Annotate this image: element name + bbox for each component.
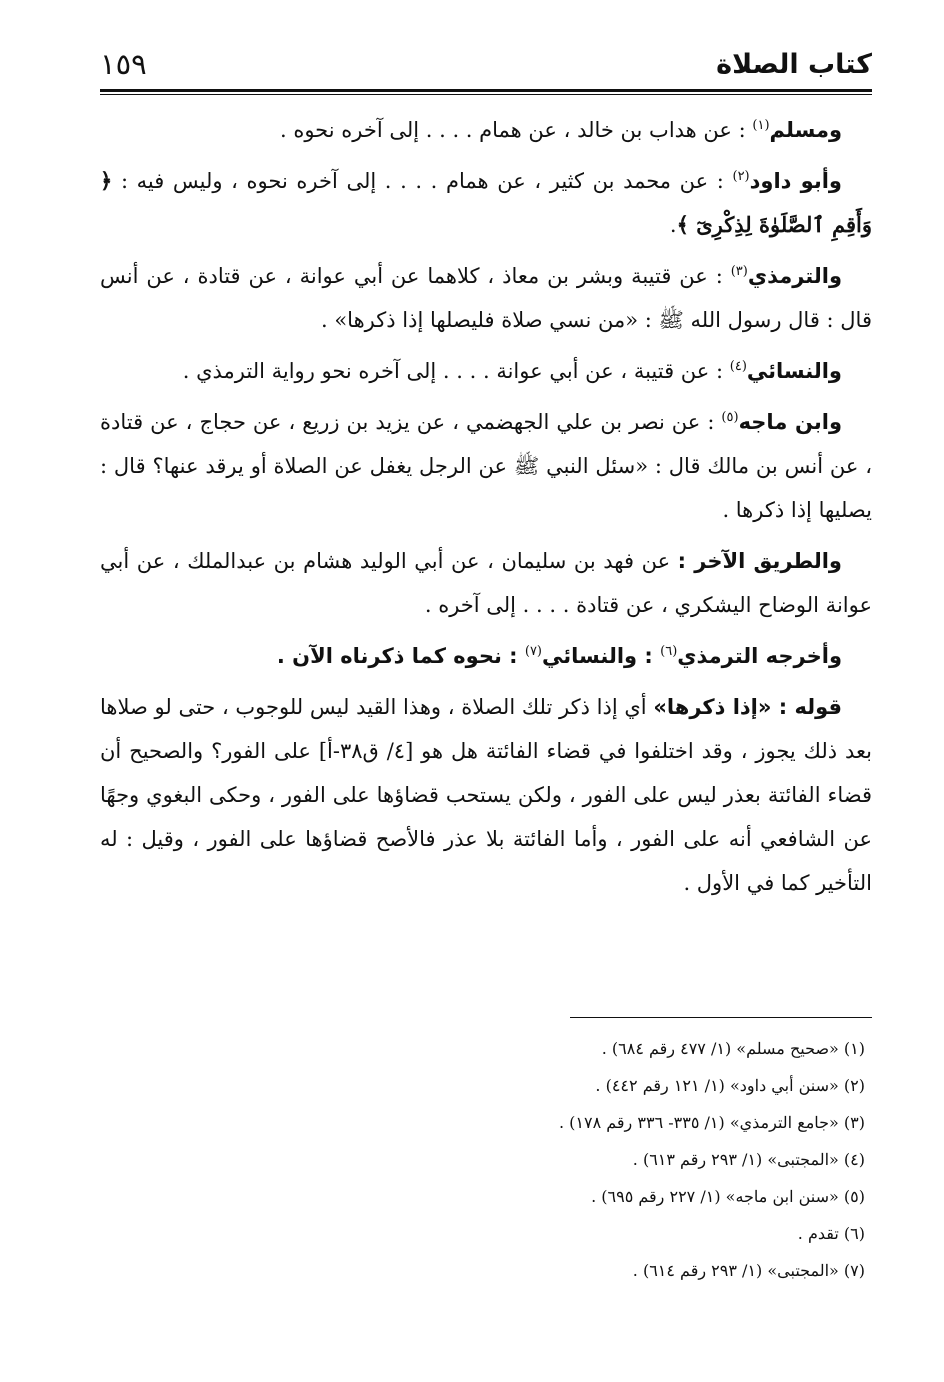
commentary-text: أي إذا ذكر تلك الصلاة ، وهذا القيد ليس للوجوب ، حتى لو صلاها بعد ذلك يجوز ، وقد اختلفوا في قضاء الفائتة هل هو [٤/ ق٣٨-أ] على الفور؟ والصحيح أن قضاء الفائتة بعذر ليس على الفور ، ولكن يستحب قضاؤها على الفور ، وحكى البغوي وجهًا عن الشافعي أنه على الفور ، وأما الفائتة بلا عذر فالأصح قضاؤها على الفور ، وقيل : له التأخير كما في الأول . [100, 695, 872, 895]
paragraph-nasai [100, 349, 872, 393]
footnote-5: (٥) «سنن ابن ماجه» (١/ ٢٢٧ رقم ٦٩٥) . [591, 1187, 865, 1206]
footnote-6: (٦) تقدم . [797, 1224, 865, 1243]
page-header [100, 40, 872, 88]
page-number: ١٥٩ [100, 47, 147, 81]
source-name: وأبو داود [749, 169, 842, 193]
paragraph-ibn-majah [100, 400, 872, 532]
footnote-3: (٣) «جامع الترمذي» (١/ ٣٣٥- ٣٣٦ رقم ١٧٨) . [558, 1113, 865, 1132]
paragraph-text: عن فهد بن سليمان ، عن أبي الوليد هشام بن عبدالملك ، عن أبي عوانة الوضاح اليشكري ، عن قتادة . . . . إلى آخره . [100, 549, 872, 617]
footnote-divider [570, 1017, 872, 1018]
source-name: وابن ماجه [738, 410, 842, 434]
footnote-ref: (١) [752, 118, 770, 133]
paragraph-text: : عن قتيبة ، عن أبي عوانة . . . . إلى آخره نحو رواية الترمذي . [182, 359, 730, 383]
paragraph-muslim [100, 108, 872, 152]
quran-verse: ﴿ وَأَقِمِ ٱلصَّلَوٰةَ لِذِكْرِىٓ ﴾ [100, 168, 872, 237]
header-rule-thin [100, 94, 872, 95]
paragraph-abu-dawud [100, 159, 872, 247]
footnotes [100, 1030, 865, 1289]
akhrajahu-end: : نحوه كما ذكرناه الآن . [276, 644, 525, 668]
footnote-7: (٧) «المجتبى» (١/ ٢٩٣ رقم ٦١٤) . [632, 1261, 865, 1280]
source-name: ومسلم [769, 118, 842, 142]
paragraph-other-route [100, 539, 872, 627]
akhrajahu-lead: وأخرجه الترمذي [677, 644, 842, 668]
source-name: والطريق الآخر : [677, 549, 842, 573]
footnote-ref: (٦) [660, 644, 678, 659]
footnote-ref: (٥) [721, 410, 739, 425]
footnote-ref: (٣) [730, 264, 748, 279]
paragraph-text: : عن محمد بن كثير ، عن همام . . . . إلى آخره نحوه ، وليس فيه : [120, 169, 733, 193]
footnote-ref: (٧) [524, 644, 542, 659]
footnote-1: (١) «صحيح مسلم» (١/ ٤٧٧ رقم ٦٨٤) . [601, 1039, 865, 1058]
paragraph-text: : عن نصر بن علي الجهضمي ، عن يزيد بن زريع ، عن حجاج ، عن قتادة ، عن أنس بن مالك قال : «سئل النبي ﷺ عن الرجل يغفل عن الصلاة أو يرقد عنها؟ قال : يصليها إذا ذكرها . [100, 410, 872, 522]
footnote-4: (٤) «المجتبى» (١/ ٢٩٣ رقم ٦١٣) . [632, 1150, 865, 1169]
paragraph-text: : عن هداب بن خالد ، عن همام . . . . إلى آخره نحوه . [279, 118, 753, 142]
footnote-2: (٢) «سنن أبي داود» (١/ ١٢١ رقم ٤٤٢) . [595, 1076, 865, 1095]
header-rule-thick [100, 89, 872, 92]
paragraph-text: : عن قتيبة وبشر بن معاذ ، كلاهما عن أبي عوانة ، عن قتادة ، عن أنس قال : قال رسول الله ﷺ : «من نسي صلاة فليصلها إذا ذكرها» . [100, 264, 872, 332]
footnote-ref: (٢) [732, 169, 750, 184]
source-name: والترمذي [747, 264, 842, 288]
paragraph-tail: . [669, 213, 677, 237]
paragraph-tirmidhi [100, 254, 872, 342]
chapter-title: كتاب الصلاة [716, 48, 872, 80]
source-name: والنسائي [746, 359, 842, 383]
akhrajahu-mid: : والنسائي [542, 644, 661, 668]
paragraph-commentary [100, 685, 872, 905]
paragraph-akhrajahu [100, 634, 872, 678]
commentary-lead: قوله : «إذا ذكرها» [653, 695, 843, 719]
main-text [100, 108, 872, 912]
footnote-ref: (٤) [729, 359, 747, 374]
